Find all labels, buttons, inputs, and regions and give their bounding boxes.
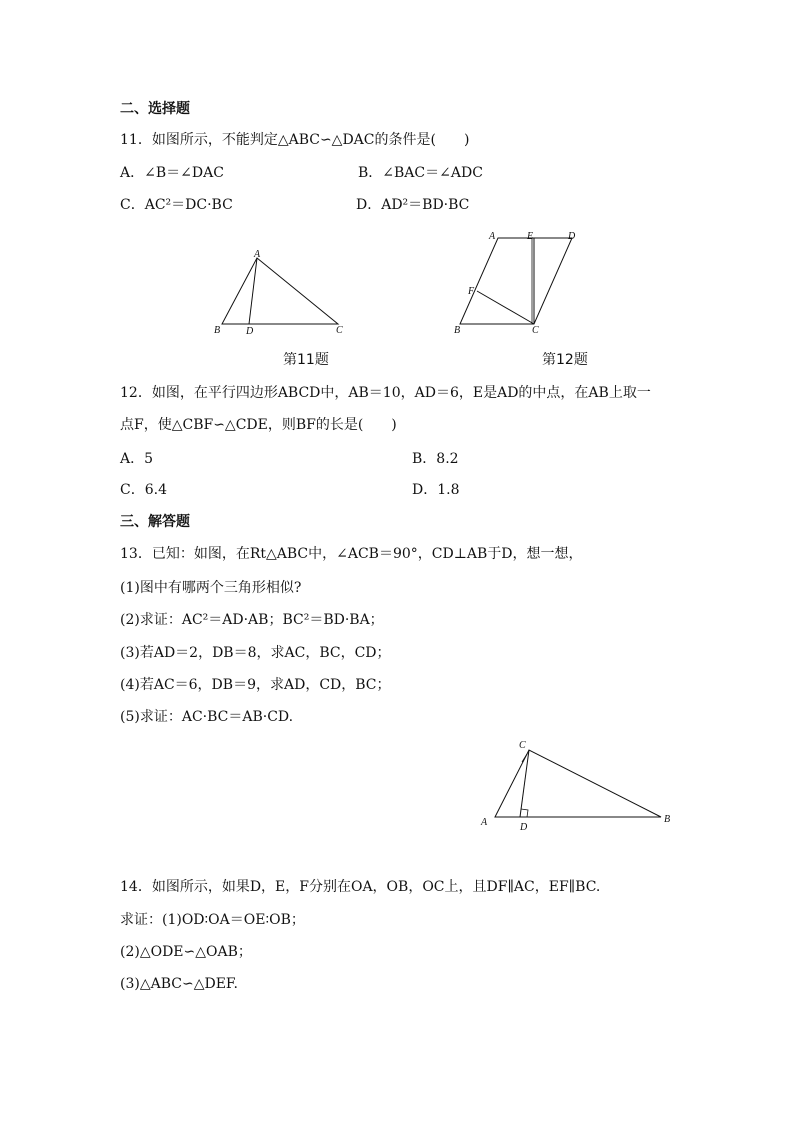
label-b: B [214,325,221,336]
q14-part-3: (3)△ABC∽△DEF. [120,976,238,992]
q11-option-c: C．AC²＝DC·BC [120,197,233,213]
q14-part-1: 求证：(1)OD∶OA＝OE∶OB； [120,912,305,928]
label-c: C [532,325,539,336]
q12-parallelogram-figure [450,228,590,338]
q13-part-2: (2)求证：AC²＝AD·AB；BC²＝BD·BA； [120,612,384,628]
q12-stem-line1: 12．如图，在平行四边形ABCD中，AB＝10，AD＝6，E是AD的中点，在AB上取一 [120,385,651,401]
q11-option-d: D．AD²＝BD·BC [356,197,470,213]
label-b: B [664,814,671,825]
segment-cd [520,750,529,817]
label-b: B [454,325,461,336]
segment-ad [249,258,257,324]
q12-option-b: B．8.2 [412,451,459,467]
q13-part-1: (1)图中有哪两个三角形相似? [120,580,302,596]
section-title-answer: 三、解答题 [120,514,190,530]
label-c: C [336,325,343,336]
q12-option-a: A．5 [120,451,154,467]
q12-option-c: C．6.4 [120,482,167,498]
label-a: A [489,231,496,242]
label-d: D [568,231,576,242]
q12-stem-line2: 点F，使△CBF∽△CDE，则BF的长是( ) [120,417,397,433]
label-e: E [527,231,534,242]
right-angle-mark-d [521,809,528,817]
q14-stem: 14．如图所示，如果D，E，F分别在OA，OB，OC上，且DF∥AC，EF∥BC. [120,879,601,895]
triangle-abc [495,750,661,817]
section-title-choice: 二、选择题 [120,101,190,117]
label-f: F [468,286,475,297]
q13-right-triangle-figure [475,733,680,833]
q12-option-d: D．1.8 [412,482,460,498]
q13-stem: 13．已知：如图，在Rt△ABC中，∠ACB＝90°，CD⊥AB于D，想一想， [120,546,583,562]
q13-part-4: (4)若AC＝6，DB＝9，求AD，CD，BC； [120,677,391,693]
segment-fc [477,291,534,324]
q11-option-b: B．∠BAC＝∠ADC [358,165,483,181]
parallelogram-abcd [460,238,572,324]
label-a: A [254,249,261,260]
q13-part-5: (5)求证：AC·BC＝AB·CD. [120,709,294,725]
q14-part-2: (2)△ODE∽△OAB； [120,944,252,960]
label-d: D [246,326,254,337]
q12-caption: 第12题 [542,352,588,368]
label-c: C [519,740,526,751]
label-a: A [481,817,488,828]
label-d: D [520,822,528,833]
q11-caption: 第11题 [283,352,329,368]
triangle-abc [222,258,338,324]
q13-part-3: (3)若AD＝2，DB＝8，求AC，BC，CD； [120,645,391,661]
q11-option-a: A．∠B＝∠DAC [120,165,224,181]
q11-stem: 11．如图所示，不能判定△ABC∽△DAC的条件是( ) [120,132,470,148]
right-angle-mark-c [522,754,527,762]
q11-triangle-figure [210,248,350,338]
